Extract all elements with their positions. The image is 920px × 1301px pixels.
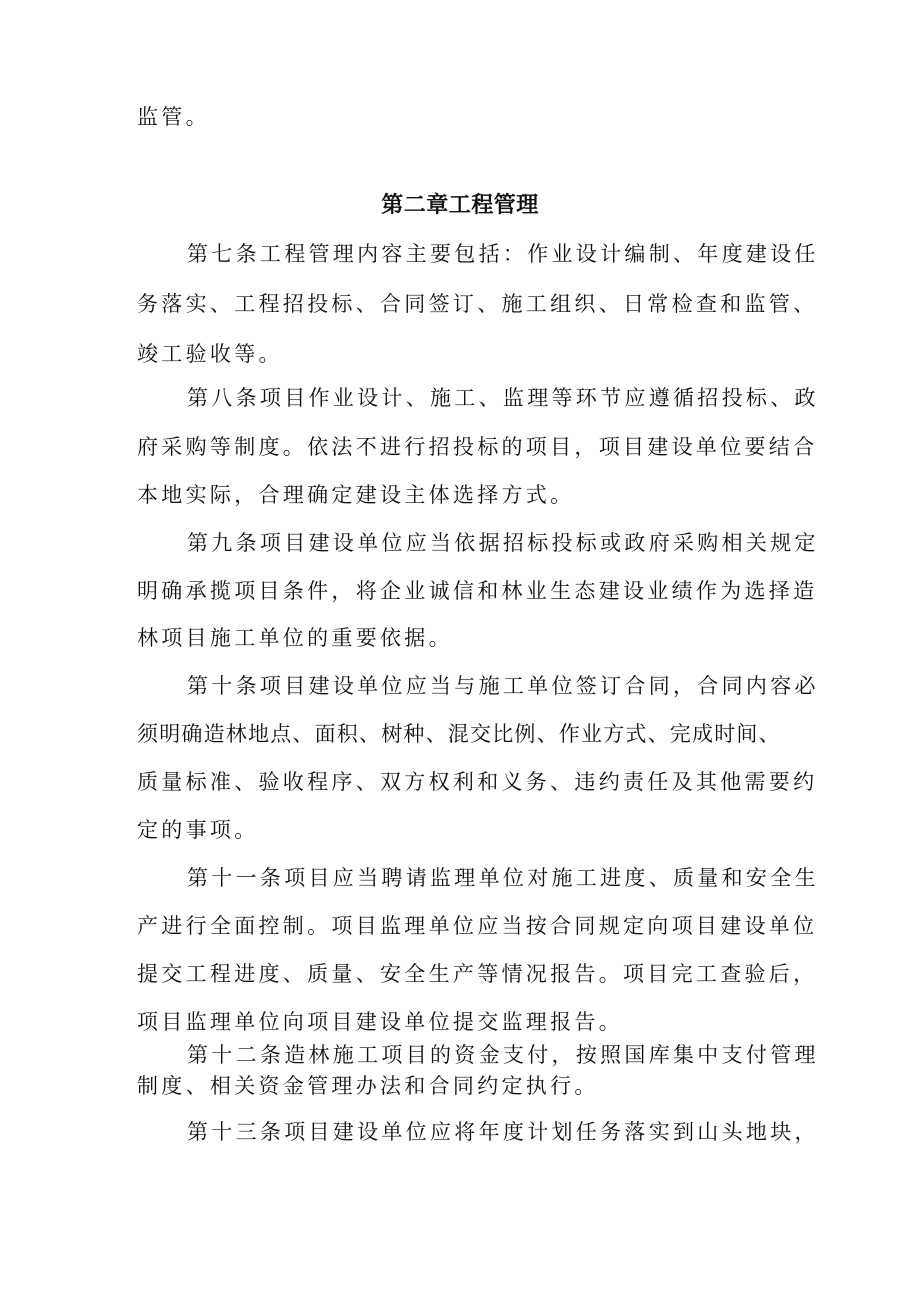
continuation-text: 监管。: [137, 105, 210, 129]
article-line: 第十一条项目应当聘请监理单位对施工进度、质量和安全生: [187, 866, 819, 890]
article-line: 产进行全面控制。项目监理单位应当按合同规定向项目建设单位: [137, 914, 818, 938]
article-line: 定的事项。: [137, 818, 259, 842]
article-line: 质量标准、验收程序、双方权利和义务、违约责任及其他需要约: [137, 770, 818, 794]
article-line: 制度、相关资金管理办法和合同约定执行。: [137, 1074, 599, 1098]
article-line: 第七条工程管理内容主要包括：作业设计编制、年度建设任: [187, 242, 819, 266]
article-line: 项目监理单位向项目建设单位提交监理报告。: [137, 1010, 623, 1034]
article-line: 第八条项目作业设计、施工、监理等环节应遵循招投标、政: [187, 386, 819, 410]
article-line: 须明确造林地点、面积、树种、混交比例、作业方式、完成时间、: [137, 722, 781, 746]
article-line: 第十二条造林施工项目的资金支付，按照国库集中支付管理: [187, 1043, 819, 1067]
article-line: 明确承揽项目条件，将企业诚信和林业生态建设业绩作为选择造: [137, 579, 818, 603]
article-line: 第九条项目建设单位应当依据招标投标或政府采购相关规定: [187, 531, 819, 555]
article-line: 府采购等制度。依法不进行招投标的项目，项目建设单位要结合: [137, 435, 818, 459]
article-line: 林项目施工单位的重要依据。: [137, 626, 453, 650]
article-line: 务落实、工程招投标、合同签订、施工组织、日常检查和监管、: [137, 292, 818, 316]
article-line: 第十条项目建设单位应当与施工单位签订合同，合同内容必: [187, 674, 819, 698]
article-line: 第十三条项目建设单位应将年度计划任务落实到山头地块，: [187, 1120, 819, 1144]
article-line: 竣工验收等。: [137, 342, 283, 366]
chapter-title: 第二章工程管理: [381, 193, 539, 218]
article-line: 本地实际，合理确定建设主体选择方式。: [137, 483, 575, 507]
article-line: 提交工程进度、质量、安全生产等情况报告。项目完工查验后，: [137, 962, 818, 986]
